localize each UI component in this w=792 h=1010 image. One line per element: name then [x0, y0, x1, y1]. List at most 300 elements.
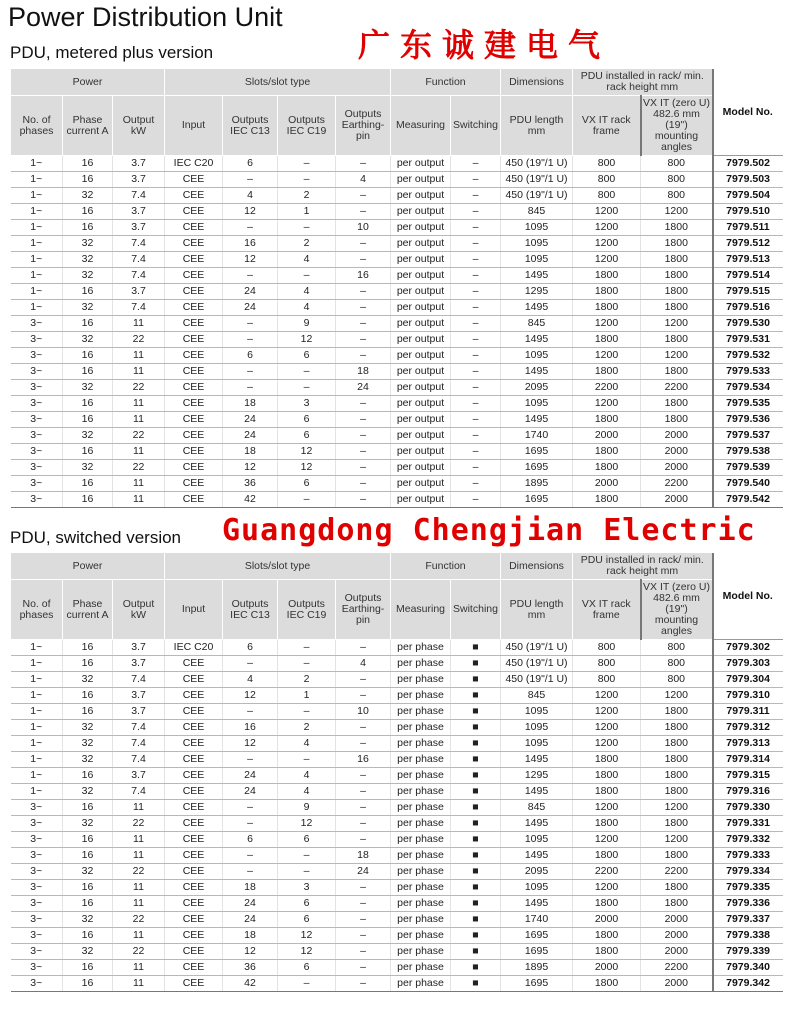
cell-phases: 1~ — [11, 284, 63, 300]
cell-output: 7.4 — [113, 720, 165, 736]
cell-switching: ■ — [451, 672, 501, 688]
cell-c13: 24 — [223, 768, 278, 784]
cell-model: 7979.330 — [713, 800, 783, 816]
cell-measuring: per phase — [391, 768, 451, 784]
cell-length: 1740 — [501, 428, 573, 444]
cell-input: CEE — [165, 476, 223, 492]
cell-phases: 1~ — [11, 672, 63, 688]
cell-input: CEE — [165, 848, 223, 864]
cell-vx-frame: 1800 — [573, 332, 641, 348]
cell-length: 1095 — [501, 736, 573, 752]
cell-input: CEE — [165, 268, 223, 284]
cell-length: 1295 — [501, 768, 573, 784]
cell-phases: 3~ — [11, 412, 63, 428]
cell-measuring: per output — [391, 284, 451, 300]
cell-vx-zero: 1200 — [641, 832, 713, 848]
cell-vx-frame: 800 — [573, 672, 641, 688]
cell-output: 11 — [113, 960, 165, 976]
cell-length: 1095 — [501, 880, 573, 896]
table-row — [11, 188, 783, 204]
table-row — [11, 816, 783, 832]
cell-switching: ■ — [451, 784, 501, 800]
cell-switching: – — [451, 364, 501, 380]
cell-vx-zero: 1800 — [641, 332, 713, 348]
cell-switching: – — [451, 412, 501, 428]
cell-vx-frame: 1200 — [573, 688, 641, 704]
cell-output: 22 — [113, 944, 165, 960]
cell-vx-frame: 1200 — [573, 348, 641, 364]
table-row — [11, 428, 783, 444]
cell-phases: 1~ — [11, 220, 63, 236]
cell-c19: 12 — [278, 444, 336, 460]
cell-output: 3.7 — [113, 688, 165, 704]
cell-model: 7979.502 — [713, 156, 783, 172]
cell-earth: 16 — [336, 752, 391, 768]
cell-vx-frame: 800 — [573, 172, 641, 188]
cell-length: 450 (19"/1 U) — [501, 640, 573, 656]
cell-model: 7979.531 — [713, 332, 783, 348]
cell-phases: 3~ — [11, 428, 63, 444]
cell-switching: ■ — [451, 704, 501, 720]
table-row — [11, 380, 783, 396]
cell-earth: – — [336, 316, 391, 332]
cell-measuring: per phase — [391, 640, 451, 656]
cell-phases: 1~ — [11, 704, 63, 720]
cell-c13: – — [223, 268, 278, 284]
cell-earth: – — [336, 640, 391, 656]
cell-phases: 3~ — [11, 864, 63, 880]
cell-c13: 18 — [223, 444, 278, 460]
cell-output: 11 — [113, 444, 165, 460]
cell-input: CEE — [165, 688, 223, 704]
cell-vx-zero: 1200 — [641, 688, 713, 704]
cell-vx-frame: 1800 — [573, 944, 641, 960]
cell-output: 7.4 — [113, 752, 165, 768]
cell-current: 16 — [63, 896, 113, 912]
cell-input: CEE — [165, 220, 223, 236]
cell-model: 7979.512 — [713, 236, 783, 252]
cell-c13: 12 — [223, 460, 278, 476]
cell-input: CEE — [165, 316, 223, 332]
cell-length: 450 (19"/1 U) — [501, 672, 573, 688]
cell-c13: 6 — [223, 156, 278, 172]
cell-switching: ■ — [451, 688, 501, 704]
table-row — [11, 640, 783, 656]
cell-length: 1495 — [501, 332, 573, 348]
group-power: Power — [11, 69, 165, 96]
cell-phases: 1~ — [11, 172, 63, 188]
cell-c13: 12 — [223, 944, 278, 960]
cell-measuring: per phase — [391, 944, 451, 960]
cell-current: 16 — [63, 492, 113, 508]
cell-model: 7979.533 — [713, 364, 783, 380]
group-installed: PDU installed in rack/ min. rack height mm — [573, 69, 713, 96]
cell-output: 22 — [113, 816, 165, 832]
cell-measuring: per phase — [391, 864, 451, 880]
cell-vx-zero: 1800 — [641, 364, 713, 380]
cell-input: CEE — [165, 364, 223, 380]
cell-c13: – — [223, 380, 278, 396]
cell-vx-frame: 1200 — [573, 832, 641, 848]
cell-vx-frame: 800 — [573, 656, 641, 672]
cell-measuring: per output — [391, 236, 451, 252]
cell-c13: 42 — [223, 492, 278, 508]
cell-input: CEE — [165, 300, 223, 316]
cell-measuring: per output — [391, 364, 451, 380]
cell-length: 1295 — [501, 284, 573, 300]
cell-output: 3.7 — [113, 156, 165, 172]
cell-vx-frame: 1200 — [573, 220, 641, 236]
cell-earth: 18 — [336, 848, 391, 864]
cell-earth: – — [336, 688, 391, 704]
cell-vx-frame: 800 — [573, 188, 641, 204]
cell-length: 1695 — [501, 492, 573, 508]
cell-output: 11 — [113, 832, 165, 848]
cell-output: 3.7 — [113, 768, 165, 784]
group-dimensions: Dimensions — [501, 69, 573, 96]
cell-vx-frame: 1800 — [573, 896, 641, 912]
col-output: Output kW — [113, 580, 165, 640]
cell-phases: 3~ — [11, 912, 63, 928]
table-row — [11, 332, 783, 348]
cell-input: CEE — [165, 880, 223, 896]
cell-output: 22 — [113, 912, 165, 928]
cell-output: 11 — [113, 364, 165, 380]
cell-measuring: per phase — [391, 704, 451, 720]
cell-model: 7979.339 — [713, 944, 783, 960]
cell-current: 16 — [63, 768, 113, 784]
cell-measuring: per phase — [391, 880, 451, 896]
switched-table — [10, 553, 783, 992]
cell-vx-zero: 1800 — [641, 736, 713, 752]
cell-current: 32 — [63, 380, 113, 396]
cell-vx-zero: 1800 — [641, 768, 713, 784]
cell-vx-frame: 1200 — [573, 800, 641, 816]
cell-c13: 24 — [223, 300, 278, 316]
cell-input: CEE — [165, 704, 223, 720]
cell-current: 16 — [63, 800, 113, 816]
cell-measuring: per output — [391, 380, 451, 396]
cell-input: CEE — [165, 412, 223, 428]
cell-earth: 4 — [336, 172, 391, 188]
cell-c13: – — [223, 816, 278, 832]
cell-earth: – — [336, 832, 391, 848]
cell-current: 32 — [63, 944, 113, 960]
cell-vx-zero: 1800 — [641, 816, 713, 832]
cell-switching: – — [451, 268, 501, 284]
cell-vx-zero: 2200 — [641, 380, 713, 396]
cell-vx-zero: 2200 — [641, 476, 713, 492]
cell-phases: 3~ — [11, 816, 63, 832]
cell-phases: 1~ — [11, 640, 63, 656]
cell-output: 22 — [113, 380, 165, 396]
cell-output: 11 — [113, 316, 165, 332]
table-row — [11, 172, 783, 188]
col-model: Model No. — [713, 553, 783, 640]
cell-switching: – — [451, 396, 501, 412]
col-c19: Outputs IEC C19 — [278, 580, 336, 640]
cell-output: 11 — [113, 928, 165, 944]
cell-earth: – — [336, 300, 391, 316]
cell-current: 16 — [63, 848, 113, 864]
cell-current: 32 — [63, 752, 113, 768]
cell-earth: – — [336, 156, 391, 172]
cell-length: 1495 — [501, 752, 573, 768]
cell-switching: – — [451, 380, 501, 396]
cell-length: 1895 — [501, 476, 573, 492]
cell-phases: 3~ — [11, 848, 63, 864]
cell-c13: 12 — [223, 252, 278, 268]
cell-length: 1495 — [501, 896, 573, 912]
cell-output: 3.7 — [113, 284, 165, 300]
cell-switching: – — [451, 284, 501, 300]
cell-vx-zero: 1800 — [641, 752, 713, 768]
cell-vx-frame: 1800 — [573, 768, 641, 784]
cell-c13: 12 — [223, 688, 278, 704]
cell-input: CEE — [165, 396, 223, 412]
cell-output: 11 — [113, 412, 165, 428]
cell-input: IEC C20 — [165, 156, 223, 172]
cell-earth: – — [336, 912, 391, 928]
cell-length: 1495 — [501, 848, 573, 864]
cell-input: CEE — [165, 976, 223, 992]
cell-earth: – — [336, 204, 391, 220]
cell-phases: 3~ — [11, 316, 63, 332]
cell-vx-zero: 1800 — [641, 236, 713, 252]
cell-input: CEE — [165, 736, 223, 752]
cell-length: 1095 — [501, 220, 573, 236]
cell-length: 1095 — [501, 720, 573, 736]
cell-c19: – — [278, 976, 336, 992]
cell-model: 7979.340 — [713, 960, 783, 976]
cell-c13: 12 — [223, 736, 278, 752]
col-switching: Switching — [451, 580, 501, 640]
cell-switching: – — [451, 236, 501, 252]
cell-model: 7979.515 — [713, 284, 783, 300]
table-row — [11, 236, 783, 252]
cell-measuring: per output — [391, 204, 451, 220]
cell-model: 7979.331 — [713, 816, 783, 832]
cell-earth: – — [336, 412, 391, 428]
cell-input: CEE — [165, 188, 223, 204]
cell-phases: 1~ — [11, 156, 63, 172]
cell-c19: – — [278, 172, 336, 188]
cell-measuring: per output — [391, 332, 451, 348]
cell-model: 7979.503 — [713, 172, 783, 188]
cell-current: 32 — [63, 912, 113, 928]
cell-input: CEE — [165, 800, 223, 816]
cell-model: 7979.540 — [713, 476, 783, 492]
cell-c19: – — [278, 704, 336, 720]
cell-output: 7.4 — [113, 268, 165, 284]
cell-phases: 3~ — [11, 896, 63, 912]
cell-measuring: per phase — [391, 656, 451, 672]
cell-measuring: per output — [391, 396, 451, 412]
cell-model: 7979.313 — [713, 736, 783, 752]
cell-c13: – — [223, 172, 278, 188]
cell-measuring: per output — [391, 316, 451, 332]
cell-c13: 6 — [223, 640, 278, 656]
cell-c19: 3 — [278, 396, 336, 412]
cell-switching: ■ — [451, 944, 501, 960]
cell-switching: – — [451, 460, 501, 476]
cell-earth: 4 — [336, 656, 391, 672]
col-phases: No. of phases — [11, 580, 63, 640]
cell-c13: 36 — [223, 476, 278, 492]
cell-c13: – — [223, 220, 278, 236]
cell-measuring: per phase — [391, 832, 451, 848]
cell-vx-frame: 1800 — [573, 976, 641, 992]
cell-vx-frame: 1800 — [573, 364, 641, 380]
cell-earth: – — [336, 252, 391, 268]
cell-c13: – — [223, 316, 278, 332]
cell-earth: – — [336, 720, 391, 736]
cell-c19: – — [278, 656, 336, 672]
group-dimensions: Dimensions — [501, 553, 573, 580]
cell-vx-frame: 1200 — [573, 396, 641, 412]
cell-output: 11 — [113, 348, 165, 364]
cell-phases: 1~ — [11, 656, 63, 672]
cell-vx-zero: 800 — [641, 640, 713, 656]
cell-input: CEE — [165, 444, 223, 460]
cell-model: 7979.312 — [713, 720, 783, 736]
cell-c13: – — [223, 332, 278, 348]
cell-phases: 1~ — [11, 268, 63, 284]
cell-phases: 3~ — [11, 444, 63, 460]
cell-switching: ■ — [451, 896, 501, 912]
cell-current: 16 — [63, 832, 113, 848]
cell-length: 1695 — [501, 976, 573, 992]
cell-model: 7979.334 — [713, 864, 783, 880]
cell-switching: ■ — [451, 976, 501, 992]
cell-switching: – — [451, 300, 501, 316]
cell-output: 3.7 — [113, 656, 165, 672]
cell-input: CEE — [165, 236, 223, 252]
cell-c19: – — [278, 380, 336, 396]
cell-phases: 1~ — [11, 752, 63, 768]
cell-vx-frame: 1800 — [573, 928, 641, 944]
cell-phases: 1~ — [11, 204, 63, 220]
cell-output: 7.4 — [113, 252, 165, 268]
cell-current: 16 — [63, 444, 113, 460]
cell-vx-zero: 800 — [641, 156, 713, 172]
cell-phases: 1~ — [11, 784, 63, 800]
cell-switching: – — [451, 172, 501, 188]
cell-vx-zero: 2000 — [641, 976, 713, 992]
cell-length: 450 (19"/1 U) — [501, 156, 573, 172]
cell-length: 845 — [501, 204, 573, 220]
cell-model: 7979.310 — [713, 688, 783, 704]
table-row — [11, 396, 783, 412]
cell-measuring: per output — [391, 460, 451, 476]
cell-model: 7979.536 — [713, 412, 783, 428]
cell-switching: ■ — [451, 768, 501, 784]
cell-phases: 3~ — [11, 832, 63, 848]
cell-phases: 3~ — [11, 348, 63, 364]
cell-earth: – — [336, 428, 391, 444]
cell-phases: 1~ — [11, 736, 63, 752]
table-row — [11, 736, 783, 752]
cell-vx-frame: 1200 — [573, 736, 641, 752]
table-row — [11, 976, 783, 992]
cell-c19: 2 — [278, 720, 336, 736]
cell-vx-frame: 1800 — [573, 848, 641, 864]
cell-c19: – — [278, 220, 336, 236]
cell-phases: 1~ — [11, 300, 63, 316]
cell-current: 16 — [63, 928, 113, 944]
cell-c19: – — [278, 492, 336, 508]
cell-output: 11 — [113, 976, 165, 992]
cell-length: 2095 — [501, 864, 573, 880]
cell-switching: ■ — [451, 912, 501, 928]
cell-earth: – — [336, 188, 391, 204]
cell-vx-frame: 1800 — [573, 784, 641, 800]
cell-vx-zero: 2000 — [641, 428, 713, 444]
cell-measuring: per phase — [391, 912, 451, 928]
table-row — [11, 880, 783, 896]
col-length: PDU length mm — [501, 580, 573, 640]
cell-earth: – — [336, 284, 391, 300]
cell-earth: – — [336, 348, 391, 364]
cell-switching: – — [451, 428, 501, 444]
cell-vx-frame: 1800 — [573, 268, 641, 284]
cell-vx-frame: 1200 — [573, 720, 641, 736]
cell-c19: 12 — [278, 944, 336, 960]
cell-c19: 4 — [278, 252, 336, 268]
cell-c19: 4 — [278, 768, 336, 784]
cell-input: CEE — [165, 832, 223, 848]
cell-phases: 1~ — [11, 236, 63, 252]
cell-current: 32 — [63, 300, 113, 316]
cell-input: CEE — [165, 428, 223, 444]
cell-c19: 4 — [278, 736, 336, 752]
cell-length: 1695 — [501, 928, 573, 944]
cell-output: 3.7 — [113, 220, 165, 236]
col-c13: Outputs IEC C13 — [223, 580, 278, 640]
cell-c13: 24 — [223, 912, 278, 928]
cell-earth: – — [336, 768, 391, 784]
cell-model: 7979.332 — [713, 832, 783, 848]
cell-vx-zero: 1800 — [641, 300, 713, 316]
cell-input: CEE — [165, 348, 223, 364]
cell-input: IEC C20 — [165, 640, 223, 656]
cell-current: 32 — [63, 252, 113, 268]
cell-phases: 3~ — [11, 380, 63, 396]
cell-current: 32 — [63, 736, 113, 752]
cell-switching: ■ — [451, 848, 501, 864]
cell-earth: – — [336, 236, 391, 252]
cell-length: 845 — [501, 688, 573, 704]
cell-model: 7979.304 — [713, 672, 783, 688]
cell-model: 7979.342 — [713, 976, 783, 992]
cell-vx-zero: 1800 — [641, 784, 713, 800]
cell-input: CEE — [165, 944, 223, 960]
cell-current: 16 — [63, 348, 113, 364]
cell-model: 7979.338 — [713, 928, 783, 944]
cell-model: 7979.530 — [713, 316, 783, 332]
cell-current: 16 — [63, 156, 113, 172]
cell-vx-frame: 1200 — [573, 316, 641, 332]
cell-c13: 24 — [223, 784, 278, 800]
cell-measuring: per output — [391, 444, 451, 460]
cell-switching: ■ — [451, 752, 501, 768]
cell-input: CEE — [165, 380, 223, 396]
group-power: Power — [11, 553, 165, 580]
cell-phases: 3~ — [11, 944, 63, 960]
cell-phases: 1~ — [11, 188, 63, 204]
cell-c19: 6 — [278, 912, 336, 928]
cell-input: CEE — [165, 460, 223, 476]
